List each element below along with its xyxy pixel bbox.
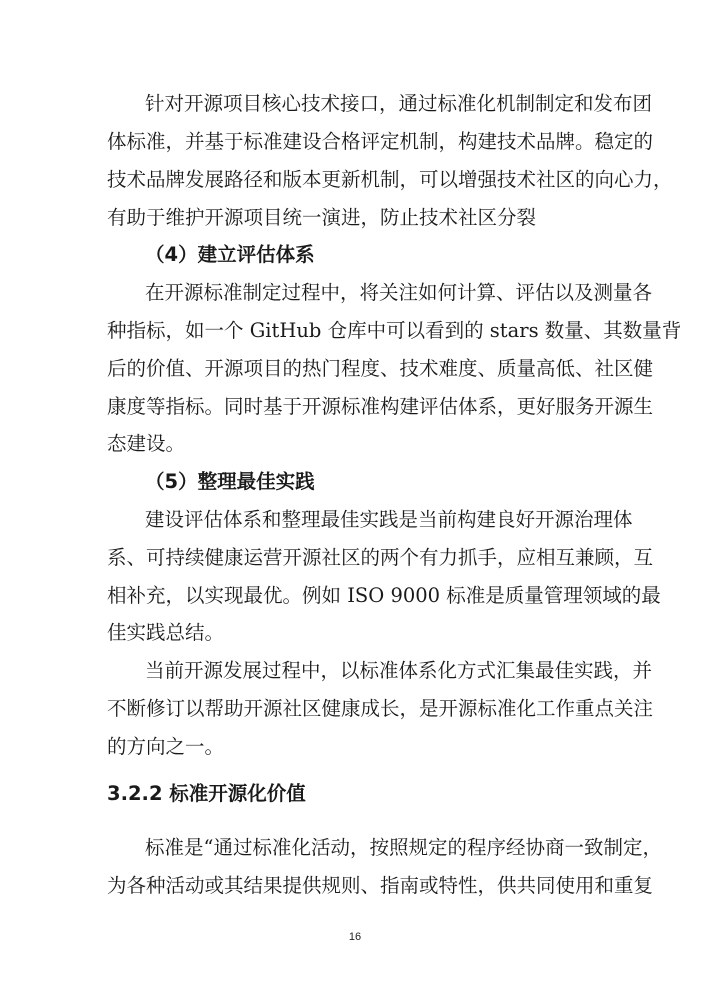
paragraph-3-line-2: 系、可持续健康运营开源社区的两个有力抓手，应相互兼顾，互 bbox=[107, 546, 654, 569]
paragraph-1-line-3: 技术品牌发展路径和版本更新机制，可以增强技术社区的向心力， bbox=[107, 168, 673, 191]
paragraph-3-line-4: 佳实践总结。 bbox=[107, 621, 225, 644]
paragraph-4-line-2: 不断修订以帮助开源社区健康成长，是开源标准化工作重点关注 bbox=[107, 697, 654, 720]
subheading-5: （5）整理最佳实践 bbox=[145, 470, 315, 493]
paragraph-4-line-1: 当前开源发展过程中，以标准体系化方式汇集最佳实践，并 bbox=[145, 659, 653, 682]
paragraph-2-line-4: 康度等指标。同时基于开源标准构建评估体系，更好服务开源生 bbox=[107, 395, 654, 418]
paragraph-2-line-3: 后的价值、开源项目的热门程度、技术难度、质量高低、社区健 bbox=[107, 357, 654, 380]
paragraph-5-line-2: 为各种活动或其结果提供规则、指南或特性，供共同使用和重复 bbox=[107, 874, 654, 897]
paragraph-1-line-2: 体标准，并基于标准建设合格评定机制，构建技术品牌。稳定的 bbox=[107, 130, 654, 153]
paragraph-2-line-2: 种指标，如一个 GitHub 仓库中可以看到的 stars 数量、其数量背 bbox=[107, 319, 682, 342]
paragraph-3-line-3: 相补充，以实现最优。例如 ISO 9000 标准是质量管理领域的最 bbox=[107, 584, 661, 607]
section-heading-3-2-2: 3.2.2 标准开源化价值 bbox=[107, 782, 306, 805]
page-number: 16 bbox=[348, 931, 362, 943]
subheading-4: （4）建立评估体系 bbox=[145, 243, 315, 266]
paragraph-3-line-1: 建设评估体系和整理最佳实践是当前构建良好开源治理体 bbox=[145, 508, 633, 531]
paragraph-1-line-1: 针对开源项目核心技术接口，通过标准化机制制定和发布团 bbox=[145, 92, 653, 115]
paragraph-2-line-1: 在开源标准制定过程中，将关注如何计算、评估以及测量各 bbox=[145, 281, 653, 304]
paragraph-4-line-3: 的方向之一。 bbox=[107, 735, 225, 758]
paragraph-1-line-4: 有助于维护开源项目统一演进，防止技术社区分裂 bbox=[107, 206, 537, 229]
paragraph-5-line-1: 标准是“通过标准化活动，按照规定的程序经协商一致制定， bbox=[145, 836, 662, 859]
paragraph-2-line-5: 态建设。 bbox=[107, 432, 186, 455]
